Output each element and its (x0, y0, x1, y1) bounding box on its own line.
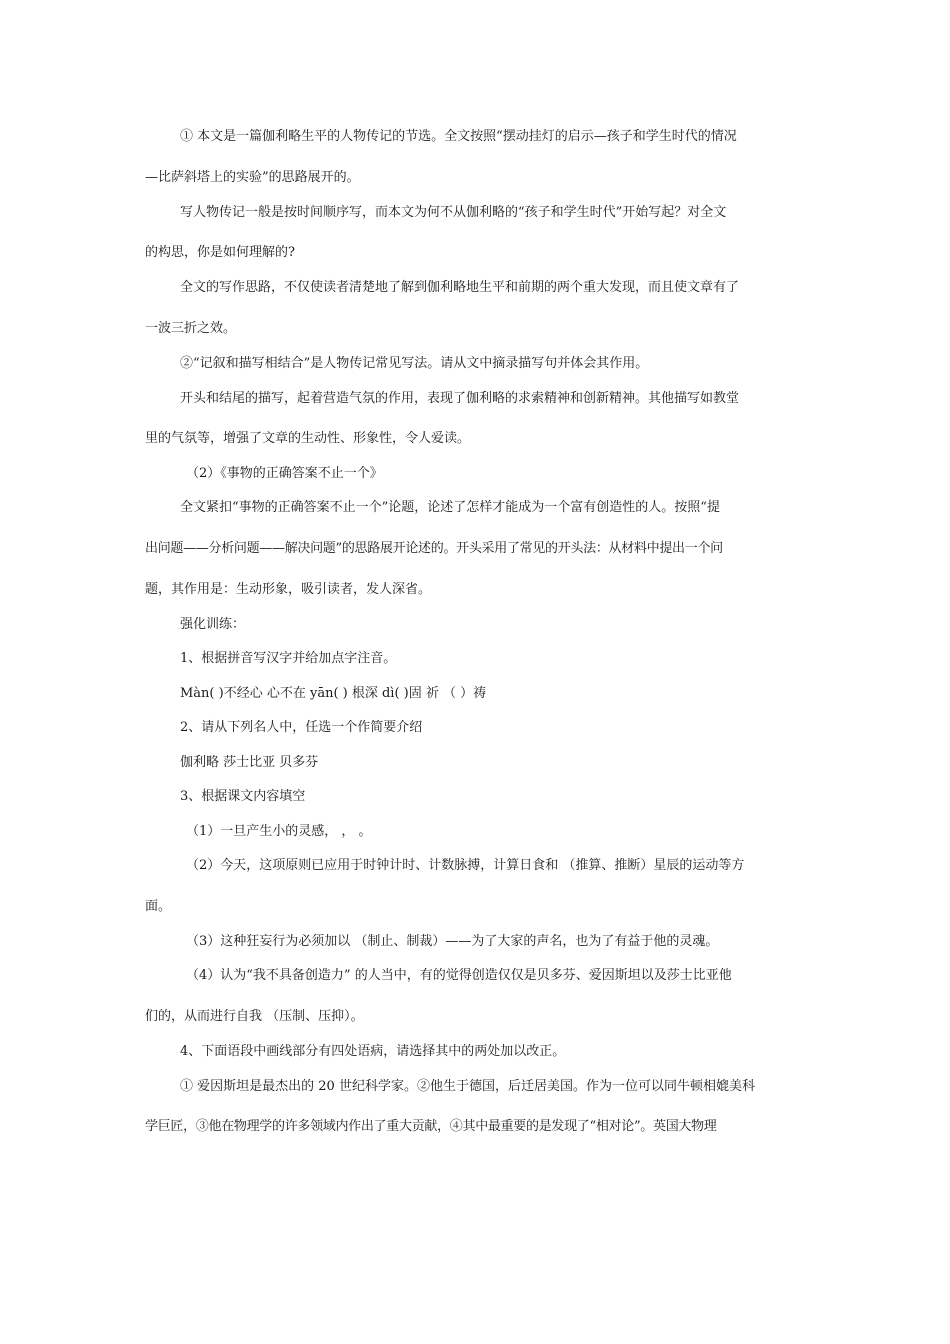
text-line: 们的，从而进行自我 （压制、压抑）。 (145, 1009, 364, 1024)
text-line: 写人物传记一般是按时间顺序写，而本文为何不从伽利略的“孩子和学生时代”开始写起？对全文 (180, 205, 727, 220)
text-line: ① 本文是一篇伽利略生平的人物传记的节选。全文按照“摆动挂灯的启示—孩子和学生时代的情况 (180, 129, 737, 144)
text-line: 题，其作用是：生动形象，吸引读者，发人深省。 (145, 582, 432, 597)
text-line: 3、根据课文内容填空 (180, 789, 306, 804)
text-line: 开头和结尾的描写，起着营造气氛的作用，表现了伽利略的求索精神和创新精神。其他描写如教堂 (180, 391, 740, 406)
text-line: 伽利略 莎士比亚 贝多芬 (180, 755, 319, 770)
text-line: 全文紧扣“事物的正确答案不止一个”论题，论述了怎样才能成为一个富有创造性的人。按照“提 (180, 500, 720, 515)
text-line: （3）这种狂妄行为必须加以 （制止、制裁）——为了大家的声名，也为了有益于他的灵魂。 (186, 934, 719, 949)
text-line: 的构思，你是如何理解的? (145, 245, 295, 260)
text-line: 4、下面语段中画线部分有四处语病，请选择其中的两处加以改正。 (180, 1044, 566, 1059)
text-line: 里的气氛等，增强了文章的生动性、形象性，令人爱读。 (145, 431, 471, 446)
text-line: 1、根据拼音写汉字并给加点字注音。 (180, 651, 397, 666)
text-line: 学巨匠，③他在物理学的许多领域内作出了重大贡献，④其中最重要的是发现了“相对论”。英国大物理 (145, 1119, 717, 1134)
text-line: ②“记叙和描写相结合”是人物传记常见写法。请从文中摘录描写句并体会其作用。 (180, 356, 649, 371)
text-line: （2）今天，这项原则已应用于时钟计时、计数脉搏，计算日食和 （推算、推断）星辰的运动等方 (186, 858, 745, 873)
text-line: —比萨斜塔上的实验”的思路展开的。 (145, 170, 360, 185)
text-line: 全文的写作思路，不仅使读者清楚地了解到伽利略地生平和前期的两个重大发现，而且使文章有了 (180, 280, 740, 295)
text-line: Màn( )不经心 心不在 yān( ) 根深 dì( )固 祈 （ ）祷 (180, 686, 487, 701)
text-line: 2、请从下列名人中，任选一个作简要介绍 (180, 720, 423, 735)
section-heading: （2）《事物的正确答案不止一个》 (186, 466, 383, 481)
text-line: （1）一旦产生小的灵感， ， 。 (186, 824, 372, 839)
text-line: 一波三折之效。 (145, 321, 237, 336)
text-line: 强化训练： (180, 617, 246, 632)
text-line: 面。 (145, 899, 172, 914)
text-line: 出问题——分析问题——解决问题”的思路展开论述的。开头采用了常见的开头法：从材料中提出一个问 (145, 541, 723, 556)
text-line: ① 爱因斯坦是最杰出的 20 世纪科学家。②他生于德国，后迁居美国。作为一位可以同牛顿相媲美科 (180, 1079, 755, 1094)
text-line: （4）认为“我不具备创造力” 的人当中，有的觉得创造仅仅是贝多芬、爱因斯坦以及莎士比亚他 (186, 968, 732, 983)
